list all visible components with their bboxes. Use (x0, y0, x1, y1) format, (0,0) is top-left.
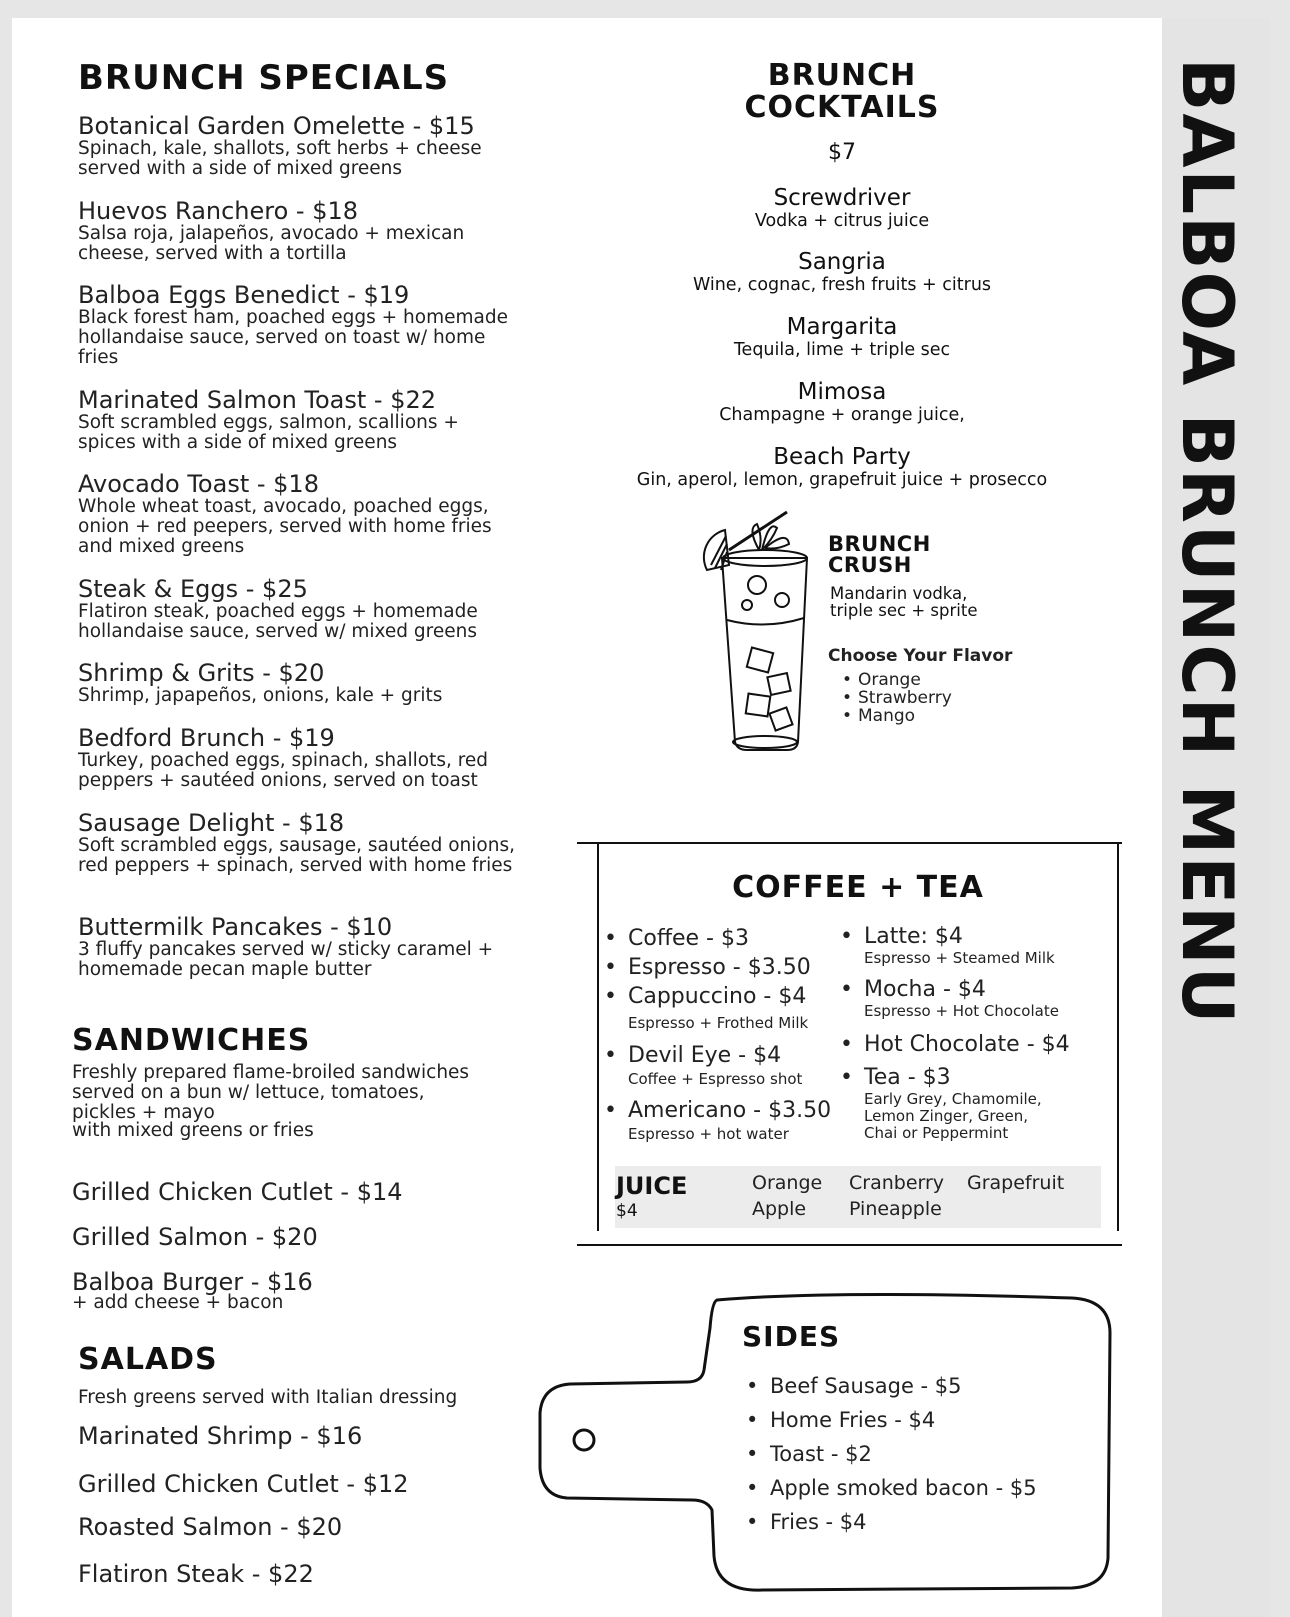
coffee-item: • Latte: $4 (864, 924, 963, 949)
juice-option: Orange (752, 1172, 823, 1194)
special-item-desc: 3 fluffy pancakes served w/ sticky caramel + homemade pecan maple butter (78, 939, 494, 980)
special-item-desc: Flatiron steak, poached eggs + homemade hollandaise sauce, served w/ mixed greens (78, 601, 478, 642)
special-item (78, 471, 528, 557)
special-item-desc: Soft scrambled eggs, salmon, scallions + spices with a side of mixed greens (78, 412, 459, 453)
brunch-crush-title-line2: CRUSH (828, 553, 912, 577)
cocktails-heading (632, 60, 1052, 124)
special-item-name: Buttermilk Pancakes - $10 (78, 913, 393, 941)
juice-option: Pineapple (849, 1198, 942, 1220)
salad-item: Roasted Salmon - $20 (78, 1513, 343, 1541)
coffee-item-desc: Espresso + Frothed Milk (628, 1014, 809, 1032)
coffee-item: • Coffee - $3 (628, 926, 749, 951)
sandwich-item: Grilled Chicken Cutlet - $14 (72, 1178, 403, 1206)
coffee-item: • Mocha - $4 (864, 977, 986, 1002)
coffee-item: • Tea - $3 (864, 1065, 951, 1090)
special-item-name: Steak & Eggs - $25 (78, 575, 308, 603)
side-item: • Beef Sausage - $5 (770, 1374, 962, 1398)
side-item: • Apple smoked bacon - $5 (770, 1476, 1037, 1500)
side-item: • Fries - $4 (770, 1510, 867, 1534)
cocktail-glass-illustration (677, 510, 827, 762)
menu-page (12, 18, 1270, 1617)
special-item-name: Sausage Delight - $18 (78, 809, 345, 837)
cocktail-name: Screwdriver (773, 185, 911, 211)
brunch-crush-desc-line1: Mandarin vodka, (830, 584, 968, 603)
cocktail-item (592, 250, 1092, 295)
juice-label: JUICE (616, 1172, 688, 1200)
cocktails-price: $7 (828, 140, 856, 165)
side-item: • Home Fries - $4 (770, 1408, 935, 1432)
sandwiches-desc-sides: with mixed greens or fries (72, 1120, 314, 1141)
tea-varieties (864, 1091, 1042, 1142)
special-item (78, 725, 518, 791)
sandwiches-heading: SANDWICHES (72, 1023, 311, 1058)
salad-item: Marinated Shrimp - $16 (78, 1422, 363, 1450)
brunch-crush-title (828, 534, 931, 576)
cocktail-desc: Vodka + citrus juice (754, 211, 930, 231)
special-item-name: Balboa Eggs Benedict - $19 (78, 281, 410, 309)
special-item-name: Marinated Salmon Toast - $22 (78, 386, 437, 414)
cocktail-desc: Gin, aperol, lemon, grapefruit juice + prosecco (636, 470, 1048, 490)
cocktails-heading-line1: BRUNCH (767, 58, 917, 93)
cocktail-desc: Wine, cognac, fresh fruits + citrus (692, 275, 992, 295)
salads-heading: SALADS (78, 1342, 218, 1377)
special-item-name: Bedford Brunch - $19 (78, 724, 335, 752)
cocktail-name: Beach Party (773, 444, 911, 470)
flavor-option: • Strawberry (858, 688, 952, 708)
special-item (78, 810, 518, 876)
cocktail-item (582, 445, 1102, 490)
sandwich-item: Grilled Salmon - $20 (72, 1223, 318, 1251)
cocktail-name: Mimosa (797, 379, 887, 405)
cocktails-heading-line2: COCKTAILS (744, 90, 940, 125)
cocktail-item (592, 380, 1092, 425)
special-item (78, 387, 508, 453)
special-item (78, 198, 508, 264)
special-item-desc: Salsa roja, jalapeños, avocado + mexican cheese, served with a tortilla (78, 223, 465, 264)
juice-price: $4 (616, 1201, 638, 1221)
sides-heading: SIDES (742, 1320, 841, 1353)
cocktail-name: Sangria (798, 249, 886, 275)
coffee-item-desc: Coffee + Espresso shot (628, 1070, 803, 1088)
salad-item: Flatiron Steak - $22 (78, 1560, 314, 1588)
coffee-box-bottom-rule (577, 1244, 1122, 1246)
coffee-tea-heading: COFFEE + TEA (732, 870, 984, 905)
cocktail-desc: Champagne + orange juice, (719, 405, 965, 425)
sandwich-item: Balboa Burger - $16 (72, 1268, 313, 1296)
special-item-desc: Black forest ham, poached eggs + homemade hollandaise sauce, served on toast w/ home fries (78, 307, 508, 368)
coffee-item-desc: Espresso + Steamed Milk (864, 949, 1055, 967)
coffee-item-desc: Espresso + Hot Chocolate (864, 1002, 1059, 1020)
special-item-name: Botanical Garden Omelette - $15 (78, 112, 475, 140)
menu-title: BALBOA BRUNCH MENU (1166, 58, 1248, 1026)
special-item-name: Avocado Toast - $18 (78, 470, 319, 498)
special-item (78, 660, 528, 706)
special-item (78, 113, 538, 179)
coffee-item: • Cappuccino - $4 (628, 984, 806, 1009)
special-item (78, 282, 508, 368)
flavor-option: • Orange (858, 670, 921, 690)
juice-option: Grapefruit (967, 1172, 1065, 1194)
flavor-heading: Choose Your Flavor (828, 646, 1013, 666)
special-item (78, 914, 518, 980)
coffee-item: • Devil Eye - $4 (628, 1043, 781, 1068)
juice-option: Cranberry (849, 1172, 945, 1194)
special-item (78, 576, 528, 642)
brunch-crush-desc-line2: triple sec + sprite (830, 601, 978, 620)
brunch-crush-title-line1: BRUNCH (828, 532, 931, 556)
salads-desc: Fresh greens served with Italian dressing (78, 1387, 458, 1408)
cocktail-name: Margarita (786, 314, 898, 340)
burger-addon-note: + add cheese + bacon (72, 1292, 284, 1313)
special-item-desc: Soft scrambled eggs, sausage, sautéed onions, red peppers + spinach, served with home fries (78, 835, 515, 876)
cocktail-item (592, 315, 1092, 360)
special-item-desc: Spinach, kale, shallots, soft herbs + cheese served with a side of mixed greens (78, 138, 482, 179)
salad-item: Grilled Chicken Cutlet - $12 (78, 1470, 409, 1498)
special-item-desc: Shrimp, japapeños, onions, kale + grits (78, 685, 443, 706)
sandwiches-desc: Freshly prepared flame-broiled sandwiches served on a bun w/ lettuce, tomatoes, pickles + mayo (72, 1062, 470, 1123)
special-item-desc: Whole wheat toast, avocado, poached eggs, onion + red peepers, served with home fries and mixed greens (78, 496, 492, 557)
cocktail-desc: Tequila, lime + triple sec (733, 340, 951, 360)
tea-varieties-line: Chai or Peppermint (864, 1124, 1009, 1142)
brunch-specials-heading: BRUNCH SPECIALS (78, 58, 450, 98)
juice-option: Apple (752, 1198, 807, 1220)
side-item: • Toast - $2 (770, 1442, 872, 1466)
flavor-option: • Mango (858, 706, 915, 726)
cocktail-item (592, 186, 1092, 231)
coffee-item-desc: Espresso + hot water (628, 1125, 789, 1143)
special-item-desc: Turkey, poached eggs, spinach, shallots, red peppers + sautéed onions, served on toast (78, 750, 489, 791)
tea-varieties-line: Lemon Zinger, Green, (864, 1107, 1028, 1125)
brunch-crush-desc (830, 585, 978, 619)
tea-varieties-line: Early Grey, Chamomile, (864, 1090, 1042, 1108)
coffee-item: • Hot Chocolate - $4 (864, 1032, 1070, 1057)
special-item-name: Shrimp & Grits - $20 (78, 659, 325, 687)
special-item-name: Huevos Ranchero - $18 (78, 197, 359, 225)
coffee-item: • Espresso - $3.50 (628, 955, 811, 980)
coffee-item: • Americano - $3.50 (628, 1098, 831, 1123)
